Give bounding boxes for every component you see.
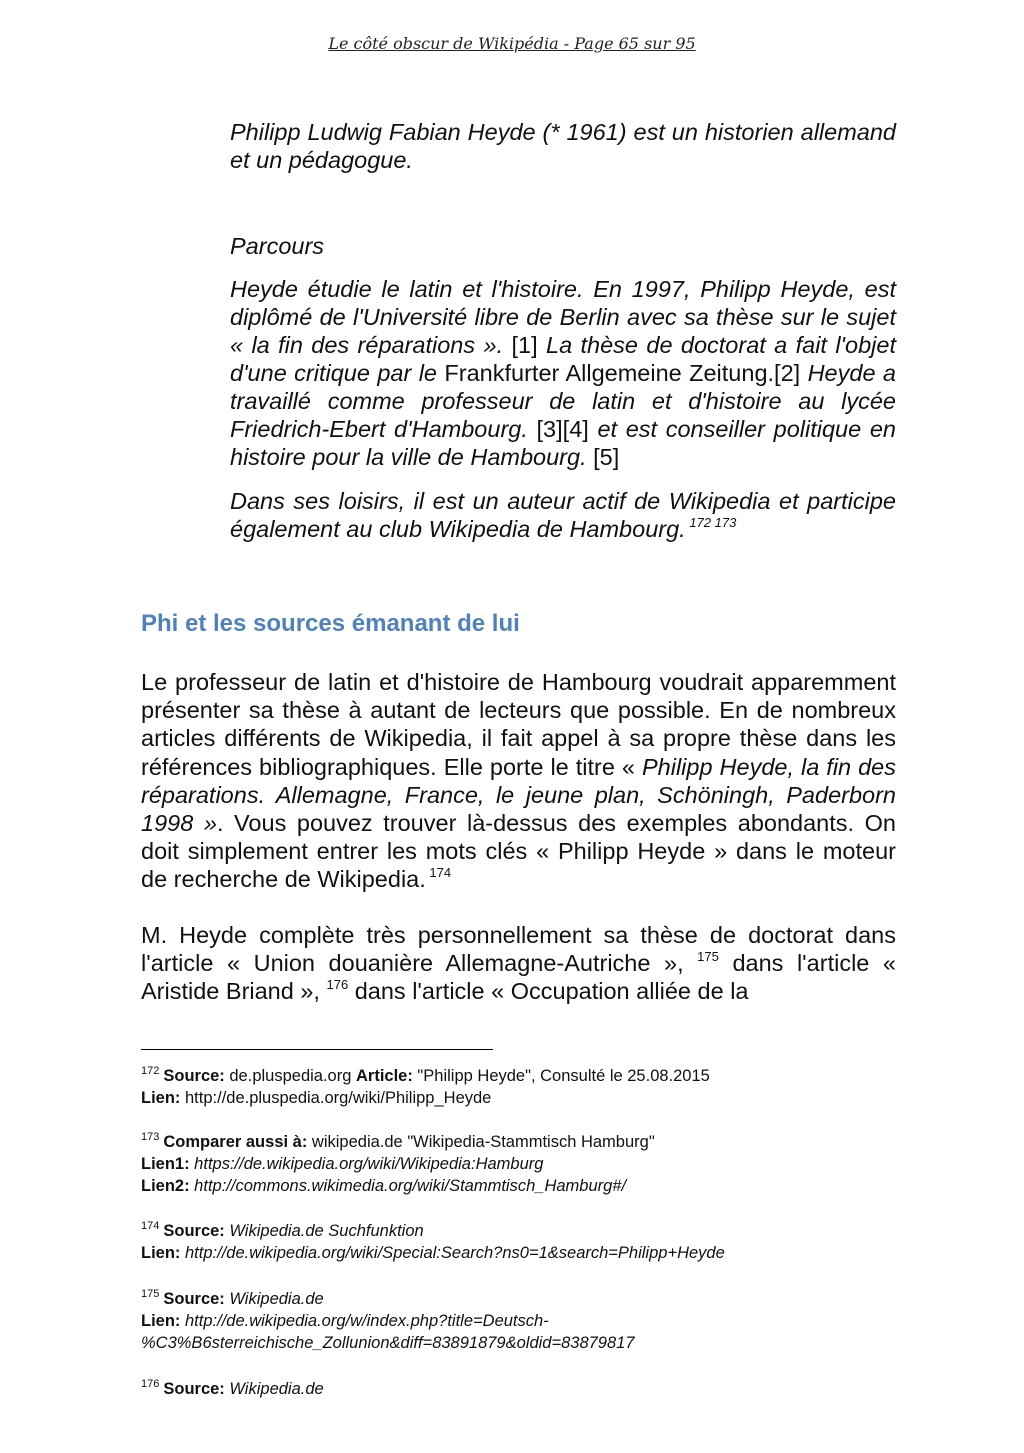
body-text: M. Heyde complète très personnellement sa thèse de doctorat dans l'article « Union douanière Allemagne-Autriche », — [141, 922, 896, 977]
thesis-title: Philipp Heyde, la fin des réparations. Allemagne, France, le jeune plan, Schöningh, Paderborn 1998 » — [141, 753, 897, 837]
ref-link[interactable]: [3][4] — [536, 416, 589, 442]
quote-loisirs — [230, 487, 896, 543]
body-text: dans l'article « Aristide Briand », — [141, 950, 896, 1005]
footnote-link[interactable]: http://de.pluspedia.org/wiki/Philipp_Heyde — [180, 1089, 492, 1107]
footnote-link[interactable]: https://de.wikipedia.org/wiki/Wikipedia:Hamburg — [189, 1155, 544, 1173]
footnote-link[interactable]: http://de.wikipedia.org/wiki/Special:Search?ns0=1&search=Philipp+Heyde — [180, 1244, 725, 1262]
intro-text: Philipp Ludwig Fabian Heyde (* 1961) est un historien allemand et un pédagogue. — [230, 119, 896, 173]
faz-text: Frankfurter Allgemeine Zeitung.[2] — [444, 360, 801, 386]
footnote-number: 174 — [141, 1220, 160, 1232]
ref-link[interactable]: [5] — [593, 444, 620, 470]
footnote-172 — [141, 1065, 710, 1109]
parcours-title: Parcours — [230, 233, 325, 259]
footnote-ref[interactable]: 175 — [697, 949, 719, 965]
footnote-link[interactable]: http://commons.wikimedia.org/wiki/Stammtisch_Hamburg#/ — [189, 1177, 627, 1195]
footnote-ref[interactable]: 176 — [326, 977, 349, 993]
footnote-number: 175 — [141, 1288, 160, 1300]
footnote-number: 173 — [141, 1131, 160, 1143]
ref-link[interactable]: [1] — [511, 332, 538, 358]
loisirs-text: Dans ses loisirs, il est un auteur actif de Wikipedia et participe également au club Wikipedia de Hambourg. — [230, 488, 896, 542]
footnote-label: Article: — [355, 1067, 413, 1085]
footnote-link[interactable]: %C3%B6sterreichische_Zollunion&diff=83891879&oldid=83879817 — [141, 1334, 635, 1352]
parcours-text: La thèse de doctorat a fait l'objet d'une critique par le — [230, 332, 896, 386]
footnote-text: wikipedia.de "Wikipedia-Stammtisch Hamburg" — [307, 1133, 655, 1151]
footnote-text: de.pluspedia.org — [224, 1067, 356, 1085]
footnote-label: Lien: — [141, 1244, 181, 1262]
footnote-label: Source: — [163, 1222, 225, 1240]
footnote-text: Wikipedia.de — [224, 1380, 324, 1398]
footnote-divider — [141, 1049, 493, 1050]
body-text: . Vous pouvez trouver là-dessus des exemples abondants. On doit simplement entrer les mots clés « Philipp Heyde » dans le moteur de recherche de Wikipedia. — [141, 810, 896, 893]
footnote-ref[interactable]: 174 — [425, 865, 452, 881]
quote-parcours — [230, 275, 896, 471]
body-text: dans l'article « Occupation alliée de la — [348, 978, 749, 1005]
footnote-label: Source: — [163, 1380, 225, 1398]
footnote-label: Comparer aussi à: — [163, 1133, 308, 1151]
footnote-text: "Philipp Heyde", Consulté le 25.08.2015 — [412, 1067, 710, 1085]
section-title: Phi et les sources émanant de lui — [141, 610, 520, 637]
footnote-175 — [141, 1288, 635, 1354]
quote-parcours-title — [230, 232, 896, 260]
page-header: Le côté obscur de Wikipédia - Page 65 sur 95 — [328, 34, 696, 53]
footnote-number: 172 — [141, 1065, 160, 1077]
body-text: Le professeur de latin et d'histoire de Hambourg voudrait apparemment présenter sa thèse à autant de lecteurs que possible. En de nombreux articles différents de Wikipedia, il fait appel à sa propre thèse dans les références bibliographiques. Elle porte le titre « — [141, 669, 896, 780]
footnote-text: Wikipedia.de — [224, 1290, 324, 1308]
footnote-label: Lien2: — [141, 1177, 190, 1195]
parcours-text: et est conseiller politique en histoire pour la ville de Hambourg. — [230, 416, 896, 470]
footnote-label: Source: — [163, 1290, 225, 1308]
footnote-link[interactable]: http://de.wikipedia.org/w/index.php?title=Deutsch- — [180, 1312, 549, 1330]
quote-intro — [230, 118, 896, 174]
footnote-label: Lien: — [141, 1089, 181, 1107]
footnote-173 — [141, 1131, 655, 1197]
footnote-label: Lien1: — [141, 1155, 190, 1173]
parcours-text: Heyde a travaillé comme professeur de latin et d'histoire au lycée Friedrich-Ebert d'Hambourg. — [230, 360, 896, 442]
footnote-label: Source: — [163, 1067, 225, 1085]
section-paragraph-2 — [141, 921, 896, 1006]
footnote-number: 176 — [141, 1378, 160, 1390]
section-paragraph-1 — [141, 668, 896, 894]
footnote-174 — [141, 1220, 725, 1264]
parcours-text: Heyde étudie le latin et l'histoire. En 1997, Philipp Heyde, est diplômé de l'Université libre de Berlin avec sa thèse sur le sujet « la fin des réparations ». — [230, 276, 896, 358]
footnote-text: Wikipedia.de Suchfunktion — [224, 1222, 424, 1240]
footnote-176 — [141, 1378, 324, 1400]
footnote-label: Lien: — [141, 1312, 181, 1330]
footnote-ref[interactable]: 172 173 — [685, 515, 737, 530]
